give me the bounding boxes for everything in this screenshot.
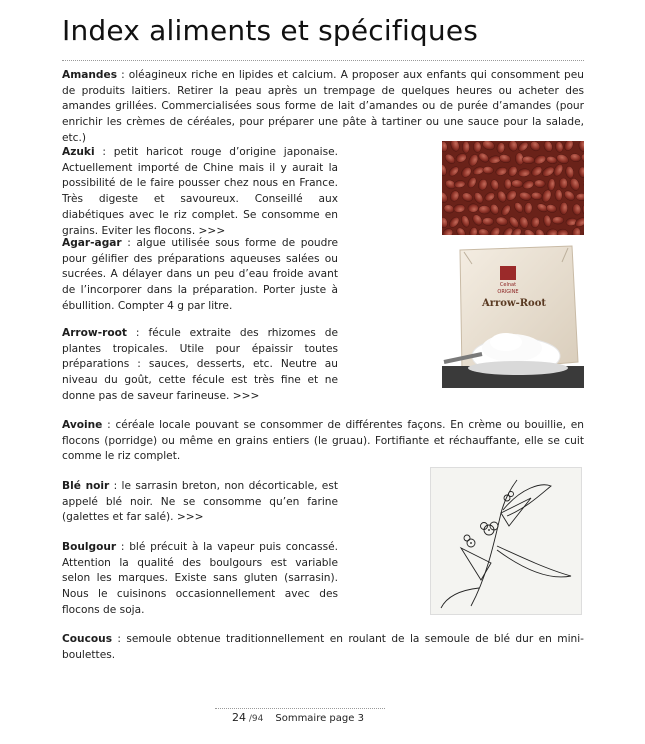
text-coucous: : semoule obtenue traditionnellement en roulant de la semoule de blé dur en mini-boulettes. <box>62 633 584 661</box>
text-azuki: : petit haricot rouge d’origine japonaise. Actuellement importé de Chine mais il y aurait la possibilité de le faire pousser chez nous en France. Très digeste et savoureux. Conseillé aux diabétiques avec le riz complet. Se consomme en grains. Eviter les flocons. >>> <box>62 146 338 237</box>
entry-coucous <box>62 632 584 663</box>
entry-avoine <box>62 418 584 465</box>
entry-arrow-root <box>62 326 338 405</box>
azuki-bean <box>468 204 479 213</box>
term-arrow-root: Arrow-root <box>62 327 127 339</box>
term-agar-agar: Agar-agar <box>62 237 122 249</box>
entry-agar-agar <box>62 236 338 315</box>
entry-boulgour <box>62 540 338 619</box>
text-avoine: : céréale locale pouvant se consommer de différentes façons. En crème ou bouillie, en flocons (porridge) ou même en grains entiers (le gruau). Fortifiante et réchauffante, elle se cuit comme le riz complet. <box>62 419 584 463</box>
pack-sub: ORIGINE <box>497 289 519 295</box>
page-title: Index aliments et spécifiques <box>62 14 479 47</box>
azuki-beans-photo <box>442 141 584 235</box>
entry-amandes <box>62 68 584 147</box>
arrowroot-pack-photo <box>442 244 584 388</box>
term-azuki: Azuki <box>62 146 95 158</box>
term-avoine: Avoine <box>62 419 103 431</box>
term-boulgour: Boulgour <box>62 541 117 553</box>
azuki-bean <box>462 141 469 153</box>
pack-label: Arrow-Root <box>482 298 546 309</box>
azuki-bean <box>559 178 568 189</box>
summary-link[interactable]: Sommaire page 3 <box>275 713 364 724</box>
entry-ble-noir <box>62 479 338 526</box>
entry-azuki <box>62 145 338 239</box>
page-total: /94 <box>246 714 264 724</box>
text-ble-noir: : le sarrasin breton, non décorticable, est appelé blé noir. Ne se consomme qu’en farine (galettes et far salé). >>> <box>62 480 338 524</box>
buckwheat-drawing <box>430 467 582 615</box>
footer-divider <box>215 708 385 709</box>
azuki-bean <box>552 216 564 224</box>
text-amandes: : oléagineux riche en lipides et calcium. A proposer aux enfants qui consomment peu de produits laitiers. Retirer la peau après un trempage de quelques heures ou acheter des amandes grillées. Commercialisées sous forme de lait d’amandes ou de purée d’amandes (pour enrichir les crèmes de céréales, pour préparer une pâte à tartiner ou une sauce pour la salade, etc.) <box>62 69 584 144</box>
azuki-bean <box>473 141 481 152</box>
page-footer <box>232 711 364 724</box>
page-number: 24 <box>232 711 246 724</box>
text-agar-agar: : algue utilisée sous forme de poudre pour gélifier des préparations aqueuses salées ou sucrées. A délayer dans un peu d’eau froide avant de l’incorporer dans la préparation. Porter juste à ébullition. Compter 4 g par litre. <box>62 237 338 312</box>
text-arrow-root: : fécule extraite des rhizomes de plantes tropicales. Utile pour épaissir toutes préparations : sauces, desserts, etc. Neutre au niveau du goût, cette fécule est très fine et ne donne pas de saveur farineuse. >>> <box>62 327 338 402</box>
title-divider <box>62 60 584 61</box>
text-boulgour: : blé précuit à la vapeur puis concassé. Attention la qualité des boulgours est variable selon les marques. Existe sans gluten (sarrasin). Nous le cuisinons occasionnellement avec des flocons de soja. <box>62 541 338 616</box>
term-coucous: Coucous <box>62 633 112 645</box>
pack-brand: Celnat <box>499 282 517 288</box>
term-ble-noir: Blé noir <box>62 480 110 492</box>
term-amandes: Amandes <box>62 69 118 81</box>
